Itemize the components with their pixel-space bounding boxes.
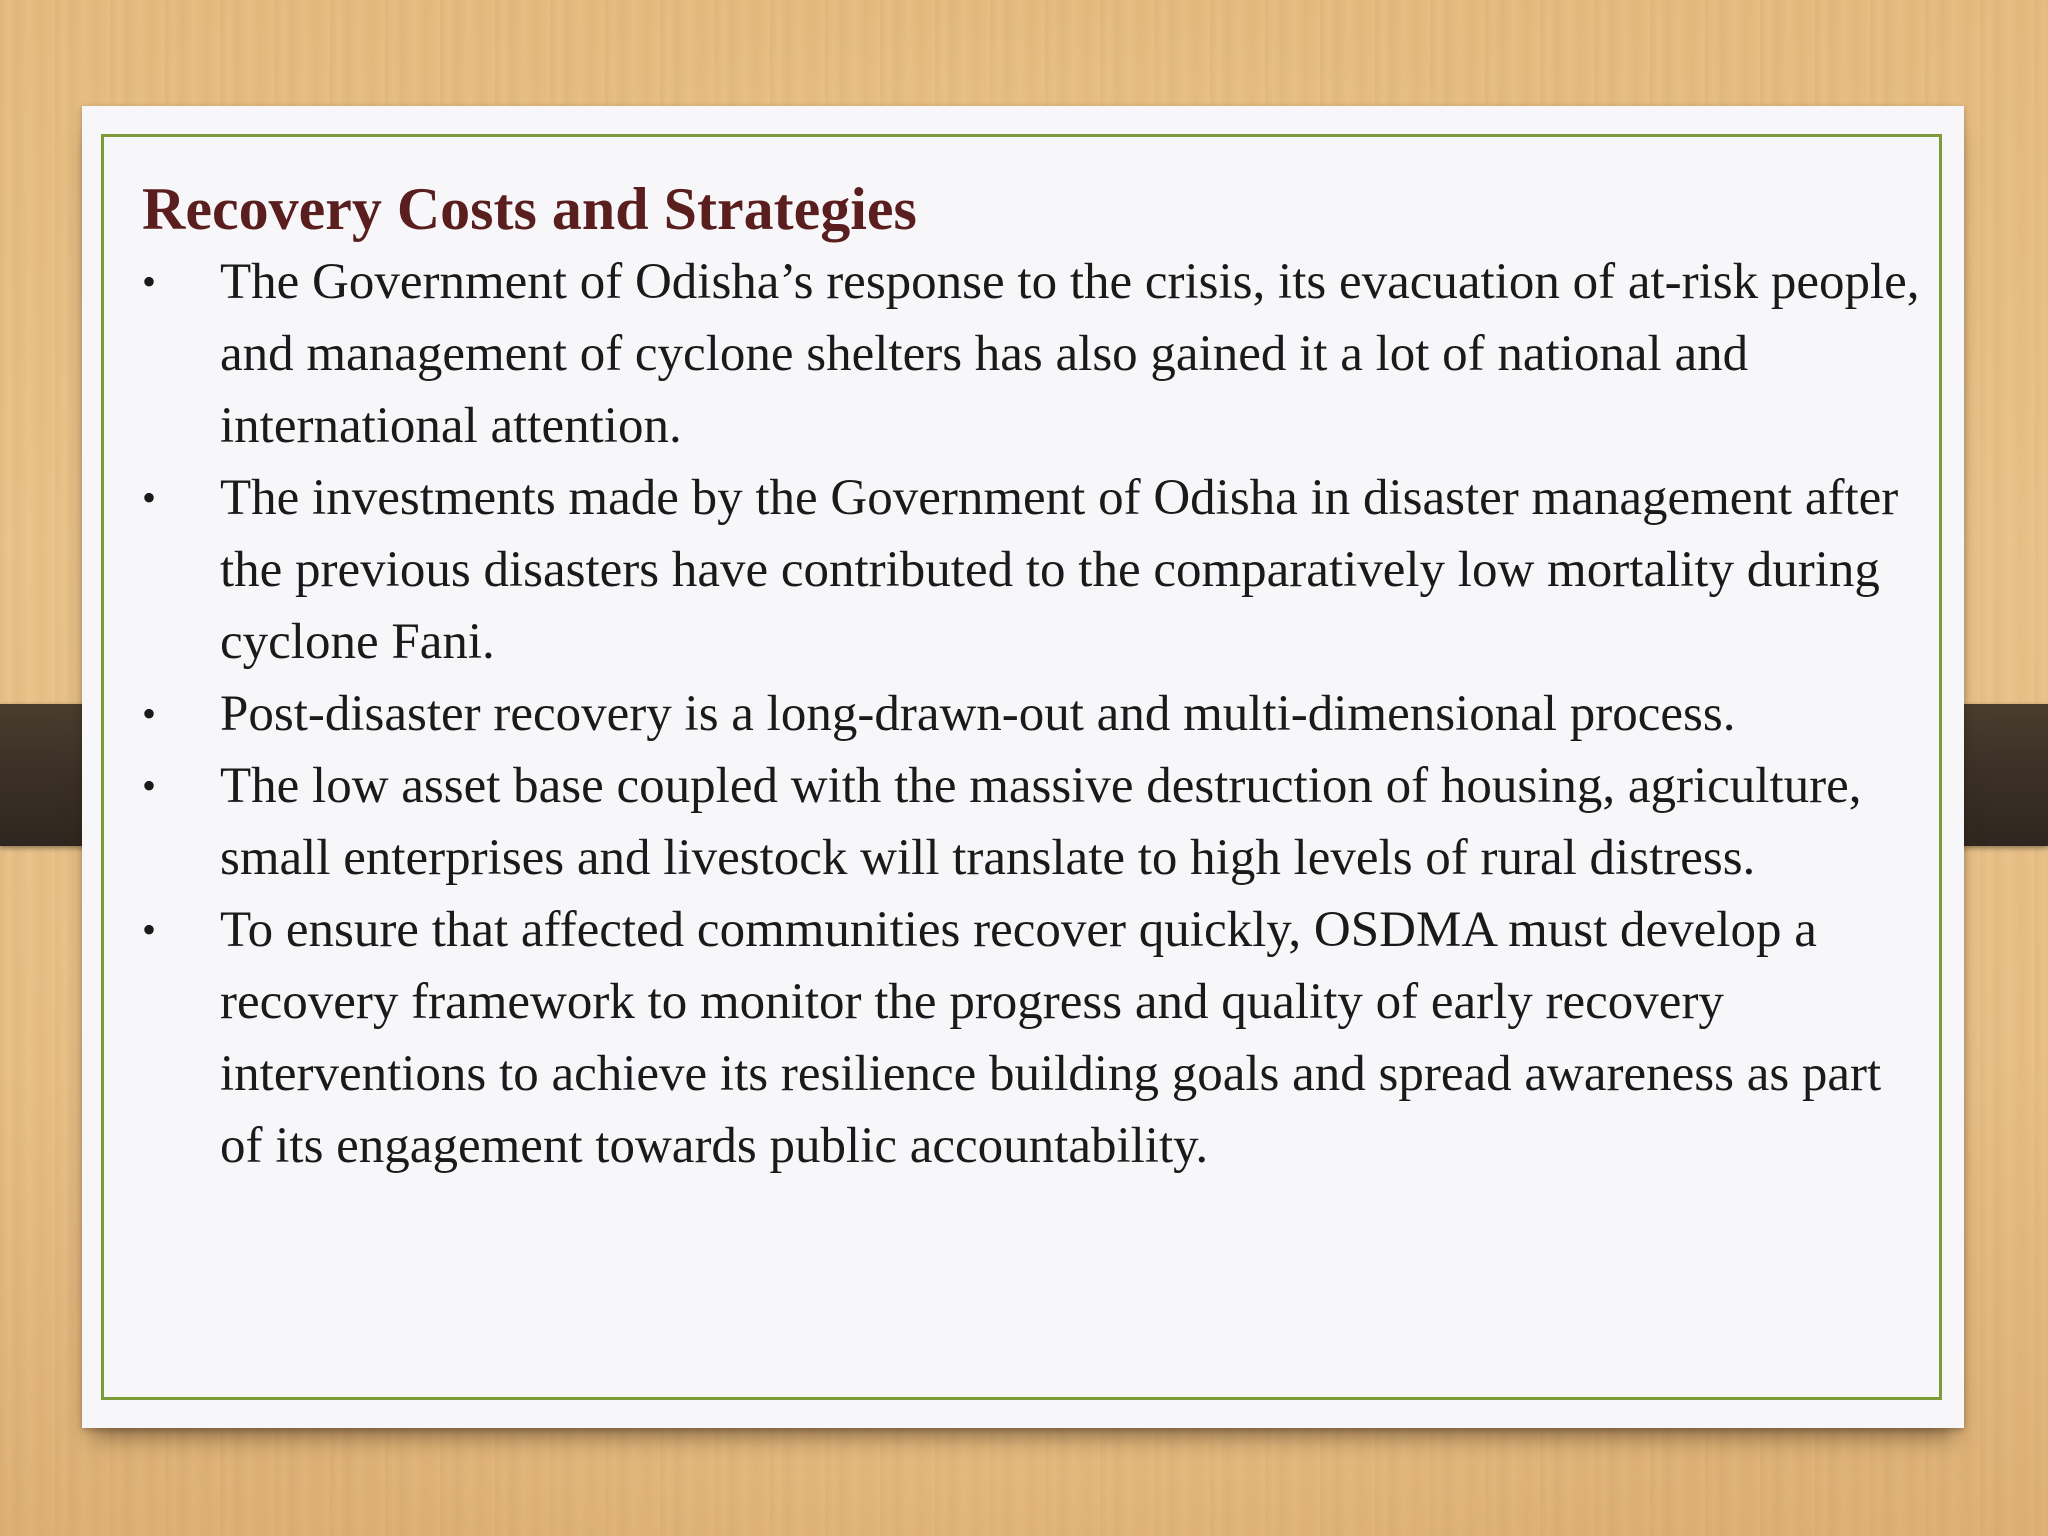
bullet-item bbox=[142, 462, 1922, 678]
bullet-item bbox=[142, 894, 1922, 1182]
bullet-icon: • bbox=[142, 691, 157, 736]
bullet-item bbox=[142, 750, 1922, 894]
bullet-icon: • bbox=[142, 259, 157, 304]
bullet-icon: • bbox=[142, 907, 157, 952]
bullet-text: Post-disaster recovery is a long-drawn-out and multi-dimensional process. bbox=[220, 686, 1736, 742]
bullet-text: The Government of Odisha’s response to the crisis, its evacuation of at-risk people, and management of cyclone shelters has also gained it a lot of national and international attention. bbox=[220, 254, 1920, 454]
bullet-list bbox=[142, 246, 1922, 1182]
bullet-text: The low asset base coupled with the massive destruction of housing, agriculture, small enterprises and livestock will translate to high levels of rural distress. bbox=[220, 758, 1862, 886]
slide-title: Recovery Costs and Strategies bbox=[142, 176, 917, 242]
bullet-icon: • bbox=[142, 475, 157, 520]
bullet-item bbox=[142, 678, 1922, 750]
bullet-text: The investments made by the Government of Odisha in disaster management after the previous disasters have contributed to the comparatively low mortality during cyclone Fani. bbox=[220, 470, 1899, 670]
bullet-text: To ensure that affected communities recover quickly, OSDMA must develop a recovery framework to monitor the progress and quality of early recovery interventions to achieve its resilience building goals and spread awareness as part of its engagement towards public accountability. bbox=[220, 902, 1882, 1174]
slide-card bbox=[82, 106, 1964, 1428]
bullet-item bbox=[142, 246, 1922, 462]
bullet-icon: • bbox=[142, 763, 157, 808]
slide-content bbox=[142, 172, 1922, 1182]
